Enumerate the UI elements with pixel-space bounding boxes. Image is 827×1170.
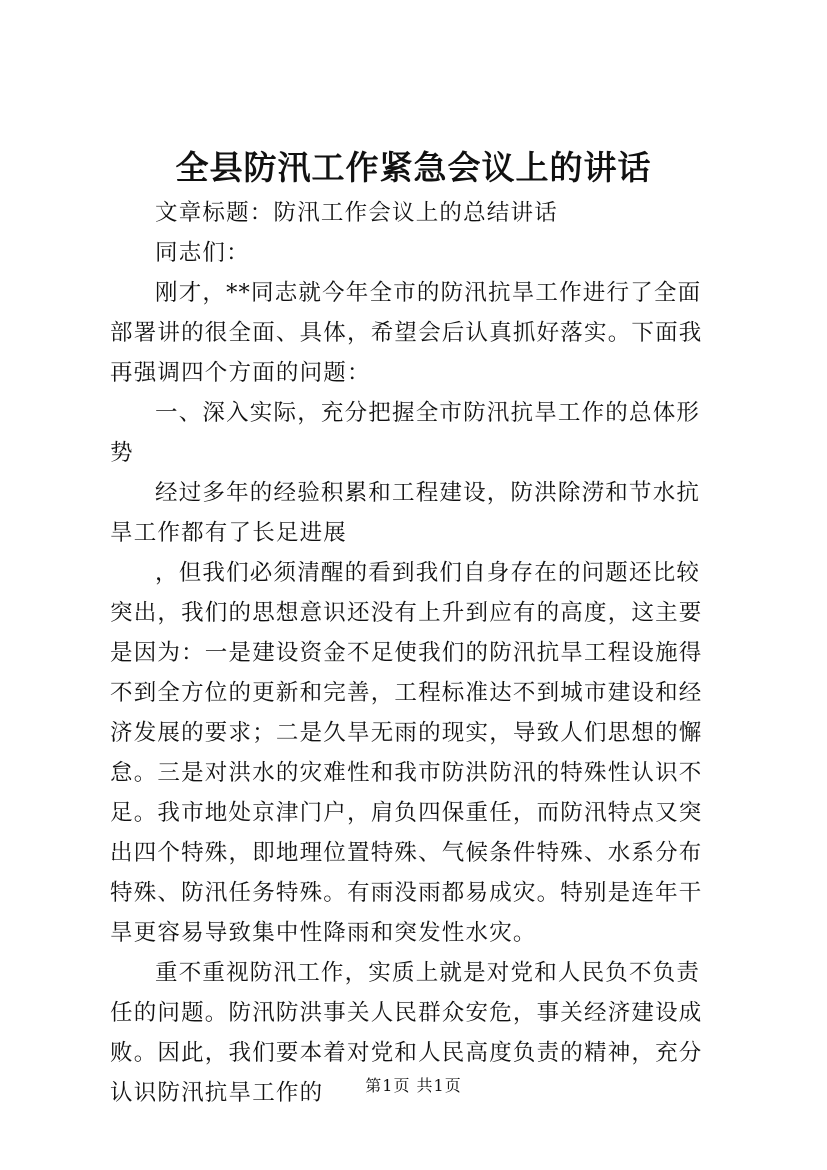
paragraph-article-title: 文章标题：防汛工作会议上的总结讲话 bbox=[155, 200, 558, 226]
paragraph-greeting: 同志们： bbox=[155, 240, 250, 266]
paragraph-problems: ，但我们必须清醒的看到我们自身存在的问题还比较突出，我们的思想意识还没有上升到应有的高度，这主要是因为：一是建设资金不足使我们的防汛抗旱工程设施得不到全方位的更新和完善，工程标准达不到城市建设和经济发展的要求；二是久旱无雨的现实，导致人们思想的懈怠。三是对洪水的灾难性和我市防洪防汛的特殊性认识不足。我市地处京津门户，肩负四保重任，而防汛特点又突出四个特殊，即地理位置特殊、气候条件特殊、水系分布特殊、防汛任务特殊。有雨没雨都易成灾。特别是连年干旱更容易导致集中性降雨和突发性水灾。 bbox=[110, 560, 703, 946]
page-footer: 第1页 共1页 bbox=[365, 1076, 462, 1095]
document-title: 全县防汛工作紧急会议上的讲话 bbox=[175, 148, 652, 187]
paragraph-responsibility: 重不重视防汛工作，实质上就是对党和人民负不负责任的问题。防汛防洪事关人民群众安危，事关经济建设成败。因此，我们要本着对党和人民高度负责的精神，充分认识防汛抗旱工作的 bbox=[110, 960, 703, 1106]
document-body bbox=[110, 193, 722, 1113]
section-heading-1: 一、深入实际，充分把握全市防汛抗旱工作的总体形势 bbox=[110, 400, 701, 466]
paragraph-progress: 经过多年的经验积累和工程建设，防洪除涝和节水抗旱工作都有了长足进展 bbox=[110, 480, 701, 546]
paragraph-intro: 刚才，**同志就今年全市的防汛抗旱工作进行了全面部署讲的很全面、具体，希望会后认真抓好落实。下面我再强调四个方面的问题： bbox=[110, 280, 703, 386]
